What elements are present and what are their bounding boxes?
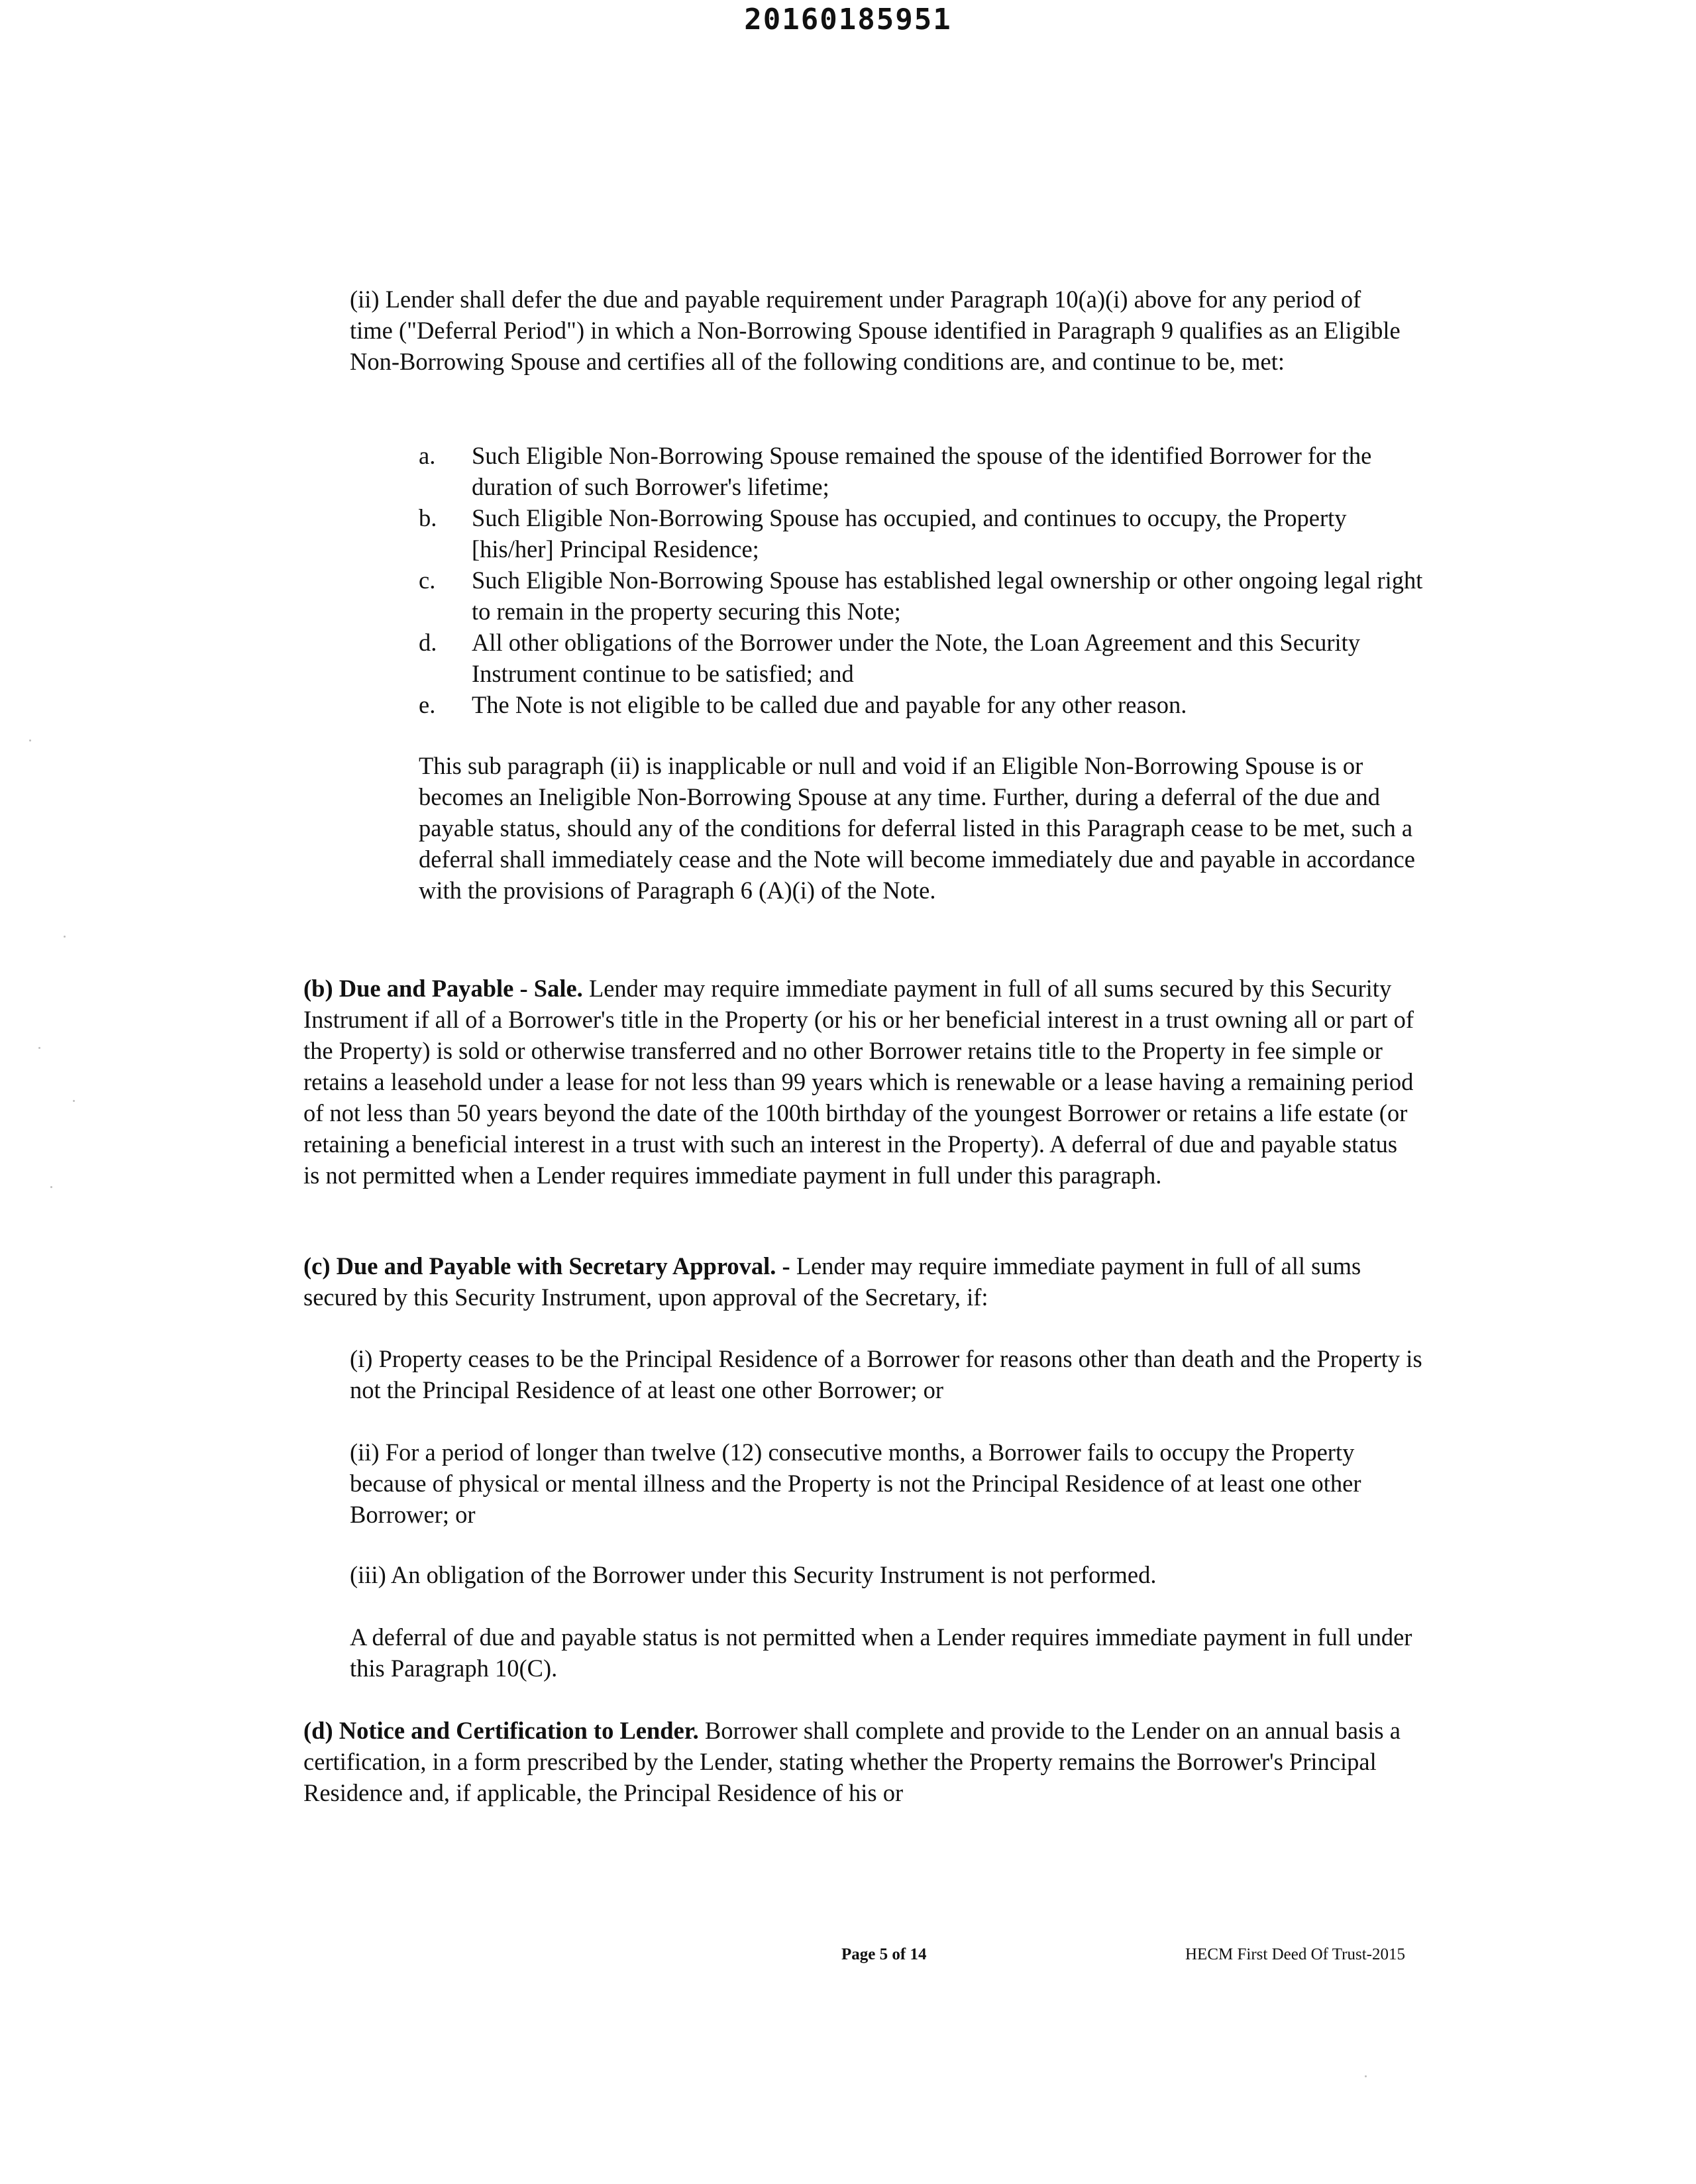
paragraph-ii: (ii) Lender shall defer the due and payable requirement under Paragraph 10(a)(i) above for any period of time ("Deferral Period") in which a Non-Borrowing Spouse identified in Paragraph 9 qualifies as an Eligible Non-Borrowing Spouse and certifies all of the following conditions are, and continue to be, met:	[350, 286, 1401, 375]
condition-marker: b.	[419, 504, 437, 531]
scan-speck	[38, 1047, 40, 1049]
scan-speck	[50, 1186, 52, 1188]
condition-item	[419, 440, 1426, 502]
paragraph-b-heading: (b) Due and Payable - Sale.	[303, 975, 583, 1002]
paragraph-d	[303, 1715, 1423, 1808]
paragraph-b	[303, 973, 1416, 1191]
paragraph-d-heading: (d) Notice and Certification to Lender.	[303, 1717, 699, 1744]
paragraph-c-note: A deferral of due and payable status is not permitted when a Lender requires immediate payment in full under this Paragraph 10(C).	[350, 1623, 1412, 1682]
condition-item	[419, 502, 1426, 565]
condition-text: All other obligations of the Borrower under the Note, the Loan Agreement and this Security Instrument continue to be satisfied; and	[472, 629, 1361, 687]
document-number: 20160185951	[744, 3, 952, 36]
scan-speck	[64, 936, 66, 938]
condition-marker: e.	[419, 691, 436, 718]
scan-speck	[1365, 2075, 1367, 2077]
deferral-conditions-list	[419, 440, 1426, 720]
condition-text: Such Eligible Non-Borrowing Spouse has occupied, and continues to occupy, the Property [his/her] Principal Residence;	[472, 504, 1347, 563]
paragraph-b-text: Lender may require immediate payment in full of all sums secured by this Security Instrument if all of a Borrower's title in the Property (or his or her beneficial interest in a trust owning all or part of the Property) is sold or otherwise transferred and no other Borrower retains title to the Property in fee simple or retains a leasehold under a lease for not less than 99 years which is renewable or a lease having a remaining period of not less than 50 years beyond the date of the 100th birthday of the youngest Borrower or retains a life estate (or retaining a beneficial interest in a trust with such an interest in the Property). A deferral of due and payable status is not permitted when a Lender requires immediate payment in full under this paragraph.	[303, 975, 1414, 1189]
scan-speck	[73, 1100, 75, 1102]
condition-text: Such Eligible Non-Borrowing Spouse remained the spouse of the identified Borrower for the duration of such Borrower's lifetime;	[472, 442, 1372, 500]
condition-item	[419, 689, 1426, 720]
condition-item	[419, 627, 1426, 689]
paragraph-c-item-ii: (ii) For a period of longer than twelve (12) consecutive months, a Borrower fails to occupy the Property because of physical or mental illness and the Property is not the Principal Residence of at least one other Borrower; or	[350, 1439, 1361, 1528]
condition-marker: d.	[419, 629, 437, 656]
paragraph-c-text: Lender may require immediate payment in full of all sums secured by this Security Instrument, upon approval of the Secretary, if:	[303, 1252, 1361, 1311]
paragraph-c	[303, 1250, 1416, 1313]
paragraph-c-item-i: (i) Property ceases to be the Principal Residence of a Borrower for reasons other than death and the Property is not the Principal Residence of at least one other Borrower; or	[350, 1345, 1422, 1403]
condition-marker: a.	[419, 442, 436, 469]
condition-item	[419, 565, 1426, 627]
scan-speck	[29, 739, 31, 741]
condition-text: The Note is not eligible to be called due and payable for any other reason.	[472, 691, 1187, 718]
paragraph-d-text: Borrower shall complete and provide to the Lender on an annual basis a certification, in a form prescribed by the Lender, stating whether the Property remains the Borrower's Principal Residence and, if applicable, the Principal Residence of his or	[303, 1717, 1401, 1806]
paragraph-c-heading: (c) Due and Payable with Secretary Approval. -	[303, 1252, 790, 1280]
condition-text: Such Eligible Non-Borrowing Spouse has established legal ownership or other ongoing legal right to remain in the property securing this Note;	[472, 567, 1423, 625]
sub-paragraph-note: This sub paragraph (ii) is inapplicable or null and void if an Eligible Non-Borrowing Spouse is or becomes an Ineligible Non-Borrowing Spouse at any time. Further, during a deferral of the due and payable status, should any of the conditions for deferral listed in this Paragraph cease to be met, such a deferral shall immediately cease and the Note will become immediately due and payable in accordance with the provisions of Paragraph 6 (A)(i) of the Note.	[419, 752, 1415, 904]
condition-marker: c.	[419, 567, 436, 594]
page-number: Page 5 of 14	[841, 1945, 927, 1963]
form-title: HECM First Deed Of Trust-2015	[1185, 1945, 1405, 1963]
paragraph-c-item-iii: (iii) An obligation of the Borrower under this Security Instrument is not performed.	[350, 1561, 1157, 1588]
